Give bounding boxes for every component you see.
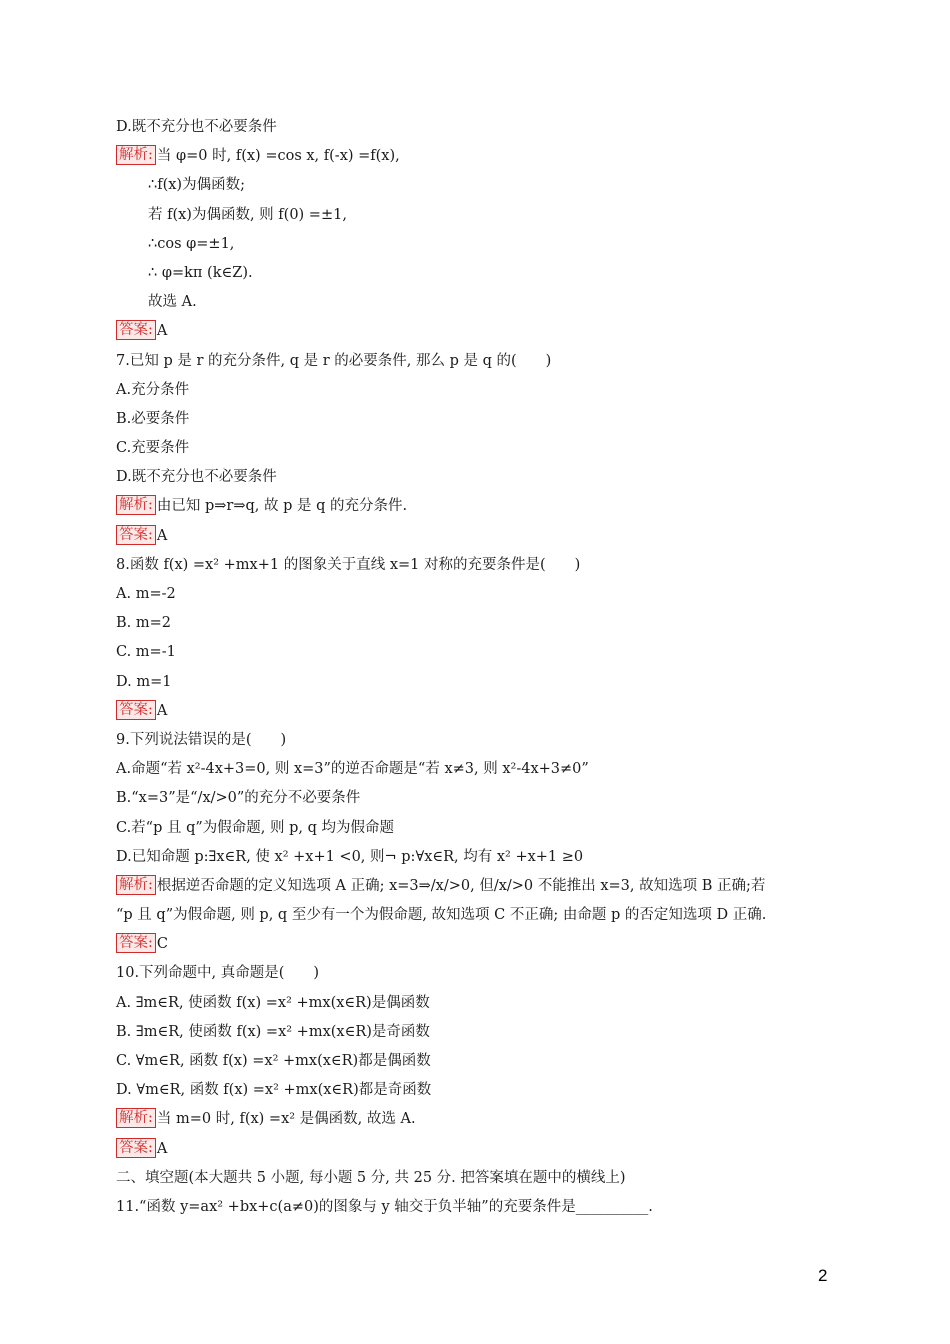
answer-label: 答案:	[116, 320, 156, 340]
answer-line	[116, 1135, 856, 1164]
analysis-line	[116, 142, 856, 171]
analysis-continuation: ∴f(x)为偶函数;	[148, 177, 245, 194]
question-11: 11.“函数 y=ax² +bx+c(a≠0)的图象与 y 轴交于负半轴”的充要条件是__________.	[116, 1198, 653, 1215]
question-10: 10.下列命题中, 真命题是( )	[116, 965, 320, 982]
analysis-text: 由已知 p⇒r⇒q, 故 p 是 q 的充分条件.	[156, 498, 408, 515]
analysis-text: 根据逆否命题的定义知选项 A 正确; x=3⇒/x/>0, 但/x/>0 不能推出 x=3, 故知选项 B 正确;若	[156, 877, 766, 894]
answer-line	[116, 317, 856, 346]
answer-text: A	[156, 323, 168, 340]
analysis-label: 解析:	[116, 875, 156, 895]
option-line: D.既不充分也不必要条件	[116, 119, 277, 135]
option-line: B. ∃m∈R, 使函数 f(x) =x² +mx(x∈R)是奇函数	[116, 1023, 430, 1040]
answer-line	[116, 930, 856, 959]
option-line: A. m=-2	[116, 586, 176, 602]
answer-text: C	[156, 936, 168, 953]
option-line: C.若“p 且 q”为假命题, 则 p, q 均为假命题	[116, 819, 395, 836]
question-9: 9.下列说法错误的是( )	[116, 731, 287, 748]
analysis-continuation: ∴ φ=kπ (k∈Z).	[148, 264, 253, 281]
option-line: D. m=1	[116, 673, 172, 690]
analysis-label: 解析:	[116, 1108, 156, 1128]
page-number: 2	[818, 1266, 828, 1285]
option-line: C. m=-1	[116, 644, 176, 661]
answer-label: 答案:	[116, 700, 156, 720]
question-8: 8.函数 f(x) =x² +mx+1 的图象关于直线 x=1 对称的充要条件是( )	[116, 556, 581, 573]
option-line: C.充要条件	[116, 440, 190, 457]
analysis-label: 解析:	[116, 145, 156, 165]
page-content	[116, 113, 856, 1222]
option-line: D.既不充分也不必要条件	[116, 469, 277, 486]
option-line: A.充分条件	[116, 381, 190, 398]
answer-text: A	[156, 527, 168, 544]
option-line: A.命题“若 x²-4x+3=0, 则 x=3”的逆否命题是“若 x≠3, 则 x²-4x+3≠0”	[116, 761, 589, 778]
analysis-continuation: “p 且 q”为假命题, 则 p, q 至少有一个为假命题, 故知选项 C 不正确; 由命题 p 的否定知选项 D 正确.	[116, 907, 767, 924]
section-heading: 二、填空题(本大题共 5 小题, 每小题 5 分, 共 25 分. 把答案填在题中的横线上)	[116, 1169, 626, 1186]
analysis-line	[116, 492, 856, 521]
question-7: 7.已知 p 是 r 的充分条件, q 是 r 的必要条件, 那么 p 是 q 的( )	[116, 352, 552, 369]
option-line: D. ∀m∈R, 函数 f(x) =x² +mx(x∈R)都是奇函数	[116, 1082, 432, 1099]
answer-text: A	[156, 702, 168, 719]
option-line: A. ∃m∈R, 使函数 f(x) =x² +mx(x∈R)是偶函数	[116, 994, 430, 1011]
answer-line	[116, 697, 856, 726]
analysis-line	[116, 872, 856, 901]
analysis-text: 当 m=0 时, f(x) =x² 是偶函数, 故选 A.	[156, 1111, 416, 1128]
answer-text: A	[156, 1140, 168, 1157]
analysis-continuation: ∴cos φ=±1,	[148, 235, 235, 252]
analysis-continuation: 若 f(x)为偶函数, 则 f(0) =±1,	[148, 206, 347, 223]
answer-line	[116, 522, 856, 551]
option-line: C. ∀m∈R, 函数 f(x) =x² +mx(x∈R)都是偶函数	[116, 1053, 431, 1069]
analysis-continuation: 故选 A.	[148, 294, 197, 311]
answer-label: 答案:	[116, 933, 156, 953]
option-line: B.“x=3”是“/x/>0”的充分不必要条件	[116, 790, 361, 807]
option-line: B.必要条件	[116, 410, 190, 427]
answer-label: 答案:	[116, 525, 156, 545]
answer-label: 答案:	[116, 1138, 156, 1158]
analysis-label: 解析:	[116, 495, 156, 515]
analysis-line	[116, 1105, 856, 1134]
option-line: D.已知命题 p:∃x∈R, 使 x² +x+1 <0, 则¬ p:∀x∈R, 均有 x² +x+1 ≥0	[116, 848, 584, 865]
option-line: B. m=2	[116, 615, 171, 632]
analysis-text: 当 φ=0 时, f(x) =cos x, f(-x) =f(x),	[156, 148, 400, 165]
